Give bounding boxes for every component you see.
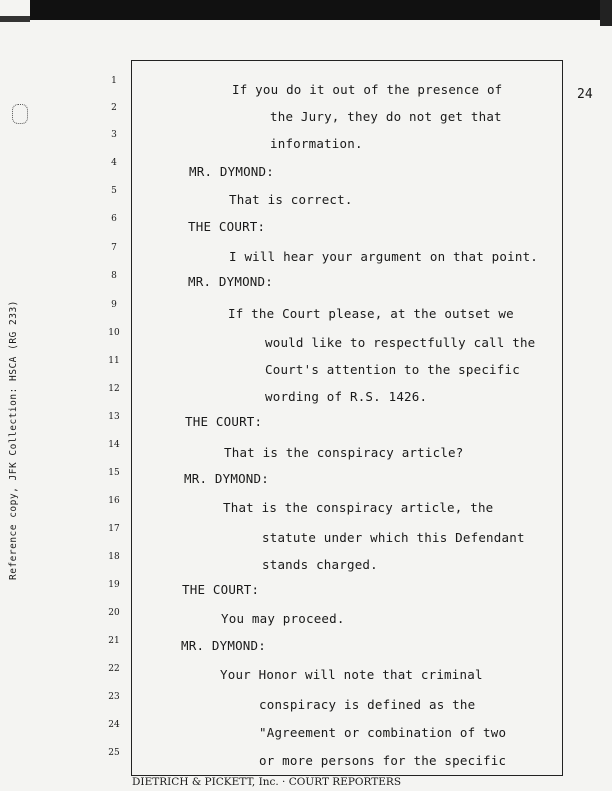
line-number: 22 xyxy=(108,664,120,674)
line-number: 18 xyxy=(108,552,120,562)
line-number: 10 xyxy=(108,328,120,338)
dialogue-line: If the Court please, at the outset we xyxy=(228,306,514,321)
speaker-label: THE COURT: xyxy=(182,582,260,597)
line-number: 3 xyxy=(111,130,117,140)
scan-corner-mark xyxy=(600,0,612,26)
line-number: 8 xyxy=(111,271,117,281)
dialogue-line: You may proceed. xyxy=(221,611,345,626)
line-number: 9 xyxy=(111,300,117,310)
scan-top-edge xyxy=(0,16,30,22)
archive-stamp-icon xyxy=(12,104,28,124)
dialogue-line: stands charged. xyxy=(262,557,378,572)
dialogue-line: That is the conspiracy article, the xyxy=(223,500,494,515)
line-number: 20 xyxy=(108,608,120,618)
line-number: 23 xyxy=(108,692,120,702)
line-number: 4 xyxy=(111,158,117,168)
speaker-label: THE COURT: xyxy=(185,414,263,429)
dialogue-line: information. xyxy=(270,136,363,151)
line-number: 12 xyxy=(108,384,120,394)
line-number: 19 xyxy=(108,580,120,590)
speaker-label: THE COURT: xyxy=(188,219,266,234)
dialogue-line: or more persons for the specific xyxy=(259,753,507,768)
scan-top-border xyxy=(30,0,600,20)
line-number: 21 xyxy=(108,636,120,646)
line-number: 24 xyxy=(108,720,120,730)
dialogue-line: That is correct. xyxy=(229,192,353,207)
dialogue-line: wording of R.S. 1426. xyxy=(265,389,428,404)
dialogue-line: conspiracy is defined as the xyxy=(259,697,476,712)
dialogue-line: Your Honor will note that criminal xyxy=(220,667,483,682)
dialogue-line: the Jury, they do not get that xyxy=(270,109,502,124)
dialogue-line: statute under which this Defendant xyxy=(262,530,525,545)
dialogue-line: "Agreement or combination of two xyxy=(259,725,507,740)
line-number: 1 xyxy=(111,76,117,86)
speaker-label: MR. DYMOND: xyxy=(188,274,273,289)
line-number: 6 xyxy=(111,214,117,224)
line-number: 25 xyxy=(108,748,120,758)
line-number: 13 xyxy=(108,412,120,422)
line-number: 16 xyxy=(108,496,120,506)
dialogue-line: Court's attention to the specific xyxy=(265,362,520,377)
speaker-label: MR. DYMOND: xyxy=(189,164,274,179)
dialogue-line: would like to respectfully call the xyxy=(265,335,536,350)
speaker-label: MR. DYMOND: xyxy=(181,638,266,653)
reference-note: Reference copy, JFK Collection: HSCA (RG 233) xyxy=(8,300,19,580)
line-number: 2 xyxy=(111,103,117,113)
dialogue-line: That is the conspiracy article? xyxy=(224,445,464,460)
court-reporter-footer: DIETRICH & PICKETT, Inc. · COURT REPORTERS xyxy=(132,776,402,788)
line-number: 5 xyxy=(111,186,117,196)
speaker-label: MR. DYMOND: xyxy=(184,471,269,486)
page-number: 24 xyxy=(577,87,593,102)
dialogue-line: I will hear your argument on that point. xyxy=(229,249,539,264)
line-number: 7 xyxy=(111,243,117,253)
line-number: 11 xyxy=(108,356,120,366)
line-number: 14 xyxy=(108,440,120,450)
dialogue-line: If you do it out of the presence of xyxy=(232,82,503,97)
line-number: 17 xyxy=(108,524,120,534)
line-number: 15 xyxy=(108,468,120,478)
